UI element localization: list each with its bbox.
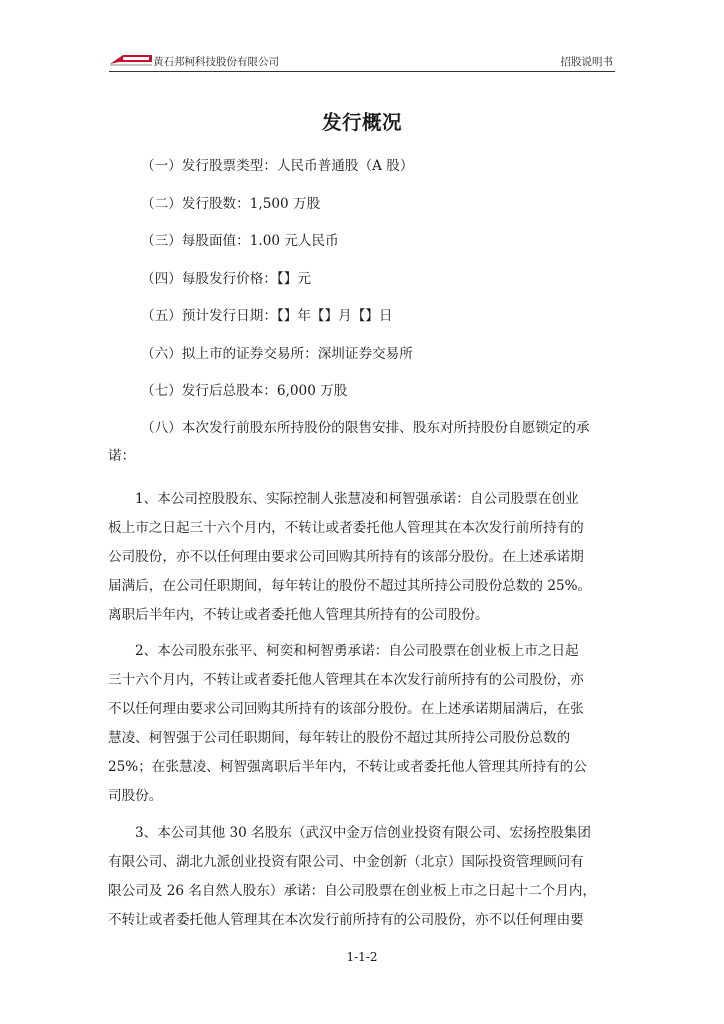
text-line: 1、本公司控股股东、实际控制人张慧凌和柯智强承诺：自公司股票在创业 — [135, 491, 579, 507]
page-header — [109, 50, 615, 72]
company-logo — [109, 53, 153, 67]
lockup-commitment-heading — [108, 414, 614, 470]
company-name: 黄石邦柯科技股份有限公司 — [153, 56, 279, 68]
list-item: （五）预计发行日期：【】年【】月【】日 — [141, 308, 393, 324]
page-title: 发行概况 — [321, 111, 402, 134]
header-rule — [109, 71, 615, 72]
text-line: 2、本公司股东张平、柯奕和柯智勇承诺：自公司股票在创业板上市之日起 — [135, 643, 579, 659]
text-line: 司股份。 — [108, 788, 163, 805]
list-item: （一）发行股票类型：人民币普通股（A 股） — [141, 158, 414, 174]
list-item: （二）发行股数：1,500 万股 — [141, 196, 321, 212]
text-line: 25%；在张慧凌、柯智强离职后半年内，不转让或者委托他人管理其所持有的公 — [108, 759, 587, 776]
paragraph-other-shareholders — [108, 819, 614, 935]
text-line: 届满后，在公司任职期间，每年转让的股份不超过其所持公司股份总数的 25%。 — [108, 578, 592, 595]
list-item: （三）每股面值：1.00 元人民币 — [141, 233, 339, 249]
text-line: 离职后半年内，不转让或者委托他人管理其所持有的公司股份。 — [108, 607, 489, 624]
text-line: 诺： — [108, 448, 136, 464]
text-line: 不以任何理由要求公司回购其所持有的该部分股份。在上述承诺期届满后，在张 — [108, 701, 584, 718]
paragraph-related-shareholders — [108, 637, 614, 812]
paragraph-controlling-shareholders — [108, 485, 614, 630]
list-item: （四）每股发行价格：【】元 — [141, 271, 311, 287]
text-line: （八）本次发行前股东所持股份的限售安排、股东对所持股份自愿锁定的承 — [141, 420, 590, 436]
text-line: 限公司及 26 名自然人股东）承诺：自公司股票在创业板上市之日起十二个月内， — [108, 883, 597, 900]
text-line: 不转让或者委托他人管理其在本次发行前所持有的公司股份，亦不以任何理由要 — [108, 912, 584, 929]
text-line: 3、本公司其他 30 名股东（武汉中金万信创业投资有限公司、宏扬控股集团 — [135, 825, 591, 841]
list-item: （七）发行后总股本：6,000 万股 — [141, 383, 348, 399]
text-line: 慧凌、柯智强于公司任职期间，每年转让的股份不超过其所持公司股份总数的 — [108, 730, 571, 747]
text-line: 公司股份，亦不以任何理由要求公司回购其所持有的该部分股份。在上述承诺期 — [108, 549, 584, 566]
list-item: （六）拟上市的证券交易所：深圳证券交易所 — [141, 346, 413, 362]
document-type: 招股说明书 — [560, 56, 613, 68]
page-number: 1-1-2 — [346, 950, 378, 964]
text-line: 三十六个月内，不转让或者委托他人管理其在本次发行前所持有的公司股份，亦 — [108, 672, 584, 689]
text-line: 板上市之日起三十六个月内，不转让或者委托他人管理其在本次发行前所持有的 — [108, 520, 584, 537]
text-line: 有限公司、湖北九派创业投资有限公司、中金创新（北京）国际投资管理顾问有 — [108, 854, 584, 871]
